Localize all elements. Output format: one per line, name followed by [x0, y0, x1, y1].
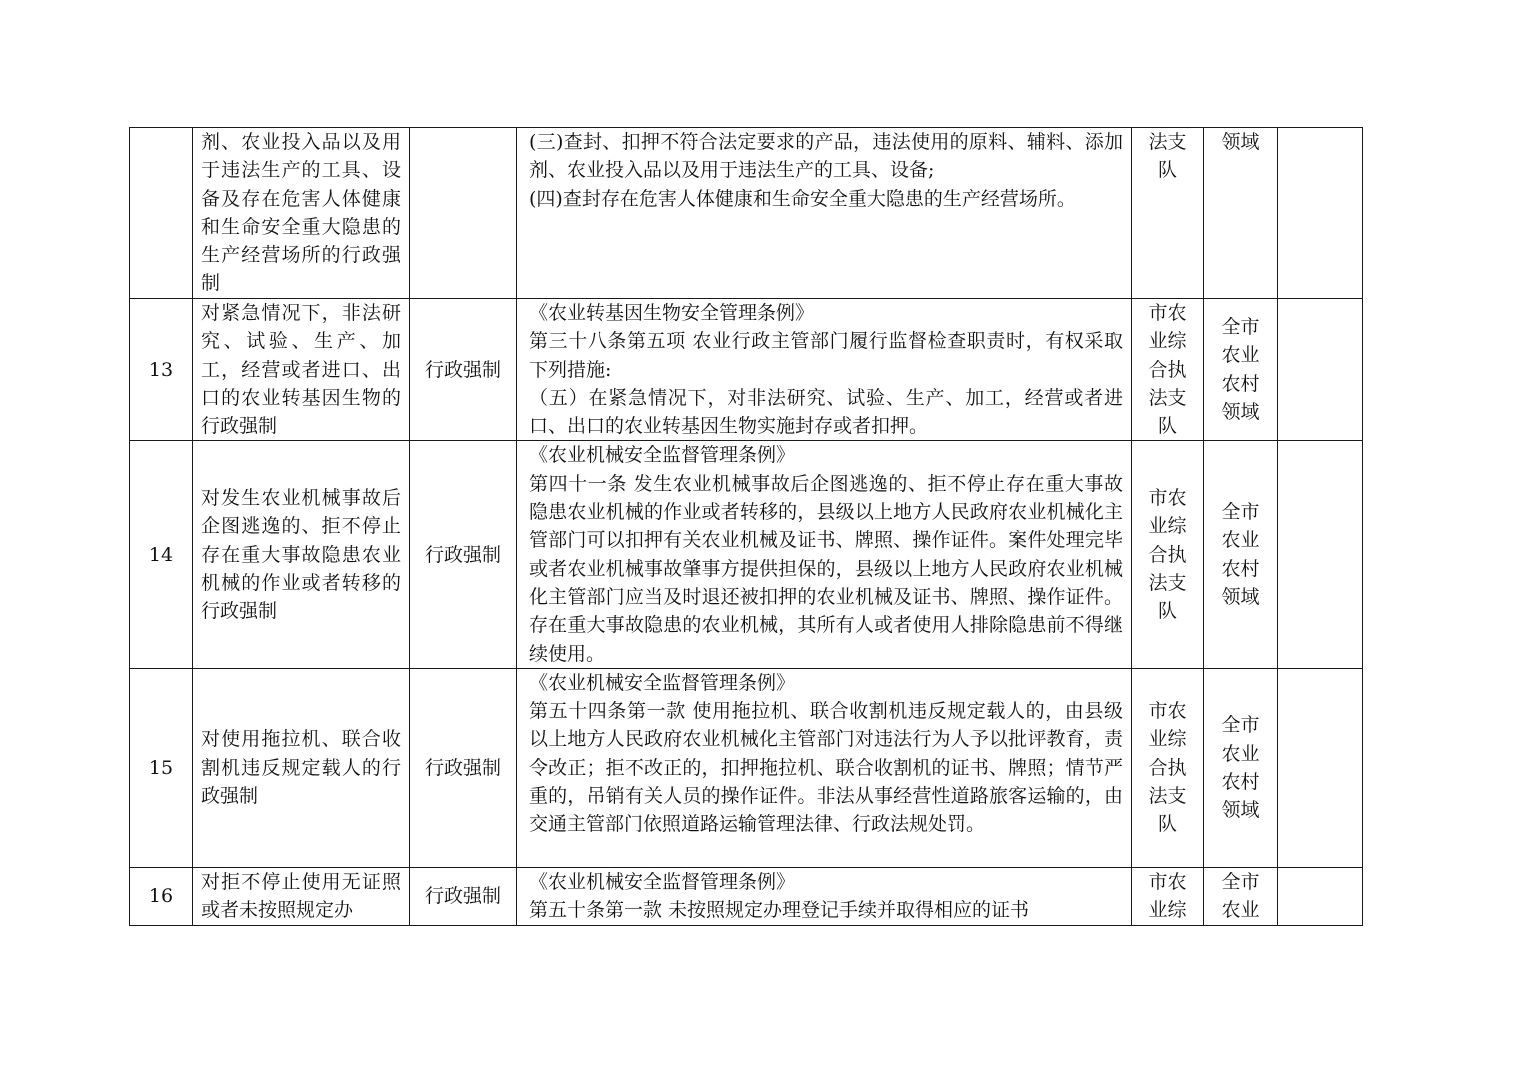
- scope-line: 领域: [1221, 799, 1260, 822]
- unit-line: 队: [1157, 415, 1177, 438]
- note: [1278, 668, 1363, 867]
- item-name: 对使用拖拉机、联合收割机违反规定载人的行政强制: [193, 668, 410, 867]
- unit-line: 队: [1157, 159, 1177, 182]
- item-name: 剂、农业投入品以及用于违法生产的工具、设备及存在危害人体健康和生命安全重大隐患的生产经营场所的行政强制: [193, 128, 410, 299]
- scope-line: 领域: [1221, 131, 1260, 153]
- legal-basis: [517, 867, 1132, 925]
- table-row: [130, 441, 1363, 668]
- scope-line: 农业: [1221, 899, 1260, 922]
- unit-line: 合执: [1148, 358, 1187, 381]
- legal-basis-line: 《农业机械安全监督管理条例》: [529, 444, 796, 467]
- unit-line: 业综: [1148, 330, 1187, 353]
- legal-basis-line: （五）在紧急情况下，对非法研究、试验、生产、加工，经营或者进口、出口的农业转基因生物实施封存或者扣押。: [529, 386, 1123, 438]
- scope: [1204, 128, 1278, 299]
- legal-basis-line: 《农业机械安全监督管理条例》: [529, 671, 796, 694]
- enforcement-unit: [1132, 128, 1204, 299]
- table-row: [130, 128, 1363, 299]
- table-row: [130, 668, 1363, 867]
- item-category: 行政强制: [410, 668, 517, 867]
- unit-line: 合执: [1148, 756, 1187, 779]
- scope-line: 全市: [1221, 501, 1260, 524]
- legal-basis-line: 第三十八条第五项 农业行政主管部门履行监督检查职责时，有权采取下列措施:: [529, 330, 1123, 381]
- scope: [1204, 299, 1278, 441]
- legal-basis: [517, 128, 1132, 299]
- legal-basis-line: 第五十条第一款 未按照规定办理登记手续并取得相应的证书: [529, 899, 1030, 922]
- unit-line: 业综: [1148, 515, 1187, 538]
- unit-line: 合执: [1148, 543, 1187, 566]
- unit-line: 法支: [1148, 386, 1187, 409]
- scope-line: 农村: [1221, 372, 1260, 395]
- scope-line: 农业: [1221, 529, 1260, 552]
- item-name: 对紧急情况下，非法研究、试验、生产、加工，经营或者进口、出口的农业转基因生物的行政强制: [193, 299, 410, 441]
- enforcement-unit: [1132, 441, 1204, 668]
- note: [1278, 128, 1363, 299]
- enforcement-unit: [1132, 668, 1204, 867]
- scope-line: 全市: [1221, 870, 1260, 893]
- item-category: 行政强制: [410, 299, 517, 441]
- unit-line: 法支: [1148, 785, 1187, 807]
- note: [1278, 441, 1363, 668]
- note: [1278, 867, 1363, 925]
- item-category: [410, 128, 517, 299]
- unit-line: 市农: [1148, 486, 1187, 509]
- legal-basis-line: 第四十一条 发生农业机械事故后企图逃逸的、拒不停止存在重大事故隐患农业机械的作业或者转移的，县级以上地方人民政府农业机械化主管部门可以扣押有关农业机械及证书、牌照、操作证件。案件处理完毕或者农业机械事故肇事方提供担保的，县级以上地方人民政府农业机械化主管部门应当及时退还被扣押的农业机械及证书、牌照、操作证件。存在重大事故隐患的农业机械，其所有人或者使用人排除隐患前不得继续使用。: [529, 472, 1123, 665]
- row-number: 13: [130, 299, 193, 441]
- legal-basis-line: 第五十四条第一款 使用拖拉机、联合收割机违反规定载人的，由县级以上地方人民政府农业机械化主管部门对违法行为人予以批评教育，责令改正；拒不改正的，扣押拖拉机、联合收割机的证书、牌照；情节严重的，吊销有关人员的操作证件。非法从事经营性道路旅客运输的，由交通主管部门依照道路运输管理法律、行政法规处罚。: [529, 700, 1123, 836]
- row-number: [130, 128, 193, 299]
- legal-basis: [517, 299, 1132, 441]
- item-category: 行政强制: [410, 441, 517, 668]
- table-row: [130, 867, 1363, 925]
- legal-basis-line: 《农业机械安全监督管理条例》: [529, 870, 796, 893]
- note: [1278, 299, 1363, 441]
- legal-basis-line: (三)查封、扣押不符合法定要求的产品，违法使用的原料、辅料、添加剂、农业投入品以及用于违法生产的工具、设备;: [529, 131, 1123, 182]
- scope-line: 农村: [1221, 770, 1260, 793]
- legal-basis-line: 《农业转基因生物安全管理条例》: [529, 302, 815, 324]
- scope: [1204, 441, 1278, 668]
- scope-line: 领域: [1221, 401, 1260, 424]
- legal-basis-line: (四)查封存在危害人体健康和生命安全重大隐患的生产经营场所。: [529, 187, 1076, 210]
- scope-line: 全市: [1221, 714, 1260, 737]
- enforcement-unit: [1132, 299, 1204, 441]
- scope: [1204, 668, 1278, 867]
- item-name: 对拒不停止使用无证照或者未按照规定办: [193, 867, 410, 925]
- scope-line: 农业: [1221, 742, 1260, 765]
- scope-line: 领域: [1221, 585, 1260, 608]
- enforcement-unit: [1132, 867, 1204, 925]
- unit-line: 法支: [1148, 571, 1187, 594]
- row-number: 15: [130, 668, 193, 867]
- enforcement-table: [129, 127, 1363, 926]
- unit-line: 法支: [1148, 131, 1187, 153]
- unit-line: 业综: [1148, 728, 1187, 751]
- unit-line: 市农: [1148, 870, 1187, 893]
- legal-basis: [517, 668, 1132, 867]
- scope-line: 全市: [1221, 316, 1260, 339]
- scope-line: 农业: [1221, 344, 1260, 367]
- unit-line: 市农: [1148, 302, 1187, 324]
- scope: [1204, 867, 1278, 925]
- unit-line: 市农: [1148, 700, 1187, 723]
- table-row: [130, 299, 1363, 441]
- legal-basis: [517, 441, 1132, 668]
- row-number: 16: [130, 867, 193, 925]
- item-category: 行政强制: [410, 867, 517, 925]
- unit-line: 业综: [1148, 899, 1187, 922]
- item-name: 对发生农业机械事故后企图逃逸的、拒不停止存在重大事故隐患农业机械的作业或者转移的行政强制: [193, 441, 410, 668]
- scope-line: 农村: [1221, 557, 1260, 580]
- row-number: 14: [130, 441, 193, 668]
- unit-line: 队: [1157, 600, 1177, 623]
- unit-line: 队: [1157, 813, 1177, 836]
